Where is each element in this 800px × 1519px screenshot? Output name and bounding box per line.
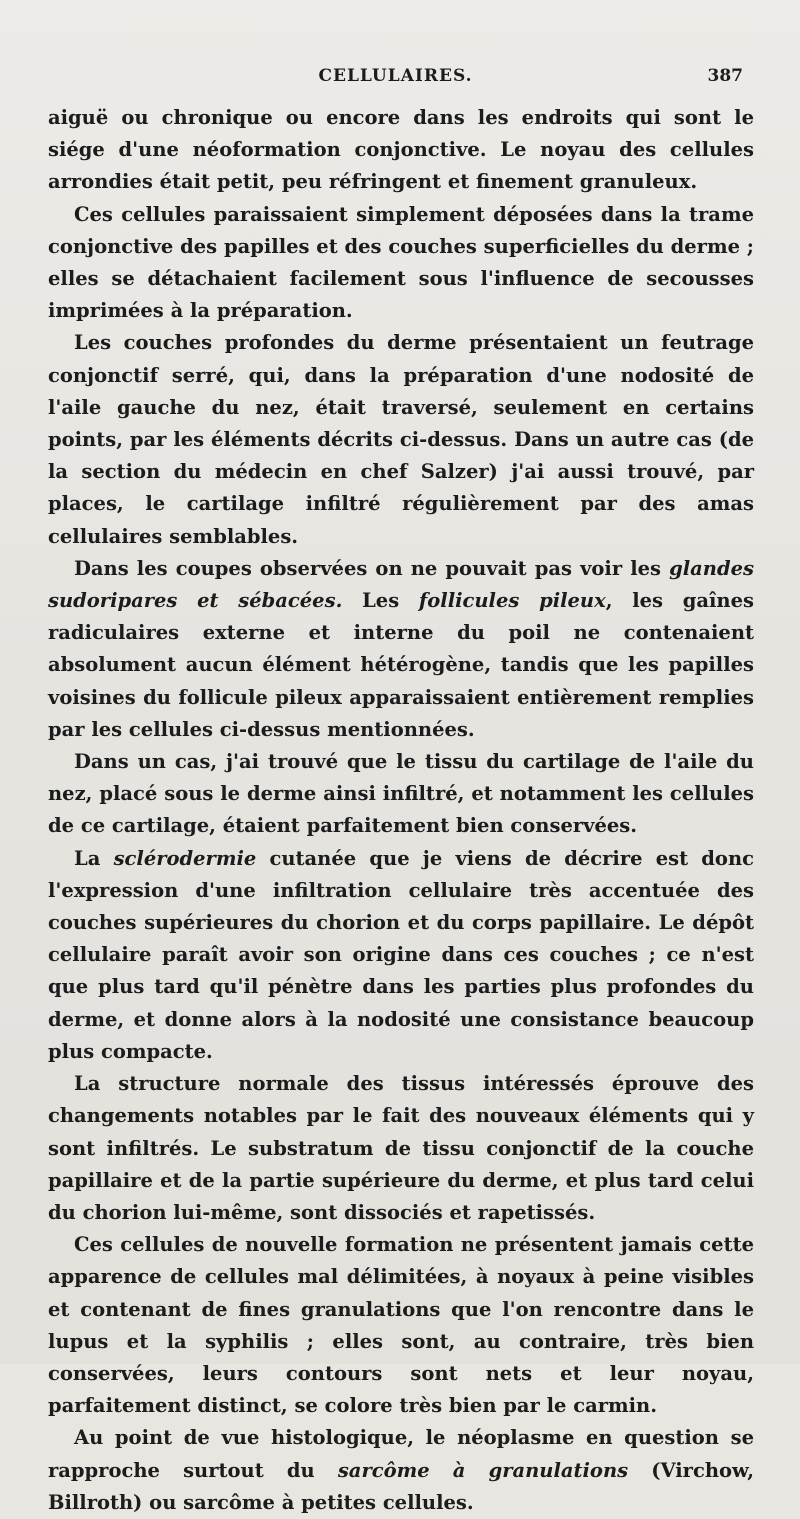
paragraph xyxy=(48,1229,754,1422)
running-head: CELLULAIRES. xyxy=(318,66,473,86)
paragraph xyxy=(48,199,754,328)
body-text xyxy=(48,102,754,1519)
paragraph xyxy=(48,843,754,1068)
page-number: 387 xyxy=(707,66,743,86)
italic-term: sarcôme à granulations xyxy=(337,1458,629,1482)
text-run: Dans les coupes observées on ne pouvait pas voir les xyxy=(74,556,670,580)
text-run: Ces cellules de nouvelle formation ne présentent jamais cette apparence de cellules mal délimitées, à noyaux à peine visibles et contenant de fines granulations que l'on rencontre dans le lupus et la syphilis ; elles sont, au contraire, très bien conservées, leurs contours sont nets et leur noyau, parfaitement distinct, se colore très bien par le carmin. xyxy=(48,1233,754,1418)
text-run: Au point de vue histologique, le néoplasme en question se rapproche surtout du xyxy=(48,1426,754,1482)
paragraph xyxy=(48,102,754,199)
text-run: Dans un cas, j'ai trouvé que le tissu du cartilage de l'aile du nez, placé sous le derme ainsi infiltré, et notamment les cellules de ce cartilage, étaient parfaitement bien conservées. xyxy=(48,750,754,838)
paragraph xyxy=(48,327,754,552)
text-run: (Virchow, Billroth) ou sarcôme à petites cellules. xyxy=(48,1458,754,1514)
text-run: Les couches profondes du derme présentaient un feutrage conjonctif serré, qui, dans la préparation d'une nodosité de l'aile gauche du nez, était traversé, seulement en certains points, par les éléments décrits ci-dessus. Dans un autre cas (de la section du médecin en chef Salzer) j'ai aussi trouvé, par places, le cartilage infiltré régulièrement par des amas cellulaires semblables. xyxy=(48,331,754,548)
italic-term: follicules pileux xyxy=(418,589,606,613)
paragraph xyxy=(48,746,754,843)
text-run: La structure normale des tissus intéressés éprouve des changements notables par le fait des nouveaux éléments qui y sont infiltrés. Le substratum de tissu conjonctif de la couche papillaire et de la partie supérieure du derme, et plus tard celui du chorion lui-même, sont dissociés et rapetissés. xyxy=(48,1072,754,1224)
text-run: cutanée que je viens de décrire est donc l'expression d'une infiltration cellulaire très accentuée des couches supérieures du chorion et du corps papillaire. Le dépôt cellulaire paraît avoir son origine dans ces couches ; ce n'est que plus tard qu'il pénètre dans les parties plus profondes du derme, et donne alors à la nodosité une consistance beaucoup plus compacte. xyxy=(48,846,754,1063)
paragraph xyxy=(48,553,754,746)
paragraph xyxy=(48,1068,754,1229)
text-run: Ces cellules paraissaient simplement déposées dans la trame conjonctive des papilles et des couches superficielles du derme ; elles se détachaient facilement sous l'influence de secousses imprimées à la préparation. xyxy=(48,202,754,323)
text-run: Les xyxy=(342,589,419,613)
page-header xyxy=(48,66,743,96)
text-run: , les gaînes radiculaires externe et interne du poil ne contenaient absolument aucun élément hétérogène, tandis que les papilles voisines du follicule pileux apparaissaient entièrement remplies par les cellules ci-dessus mentionnées. xyxy=(48,589,754,741)
text-run: La xyxy=(74,846,114,870)
italic-term: sclérodermie xyxy=(113,846,257,870)
paragraph xyxy=(48,1422,754,1519)
text-run: aiguë ou chronique ou encore dans les endroits qui sont le siége d'une néoformation conjonctive. Le noyau des cellules arrondies était petit, peu réfringent et finement granuleux. xyxy=(48,106,754,194)
italic-term: glandes sudoripares et sébacées. xyxy=(48,556,754,613)
